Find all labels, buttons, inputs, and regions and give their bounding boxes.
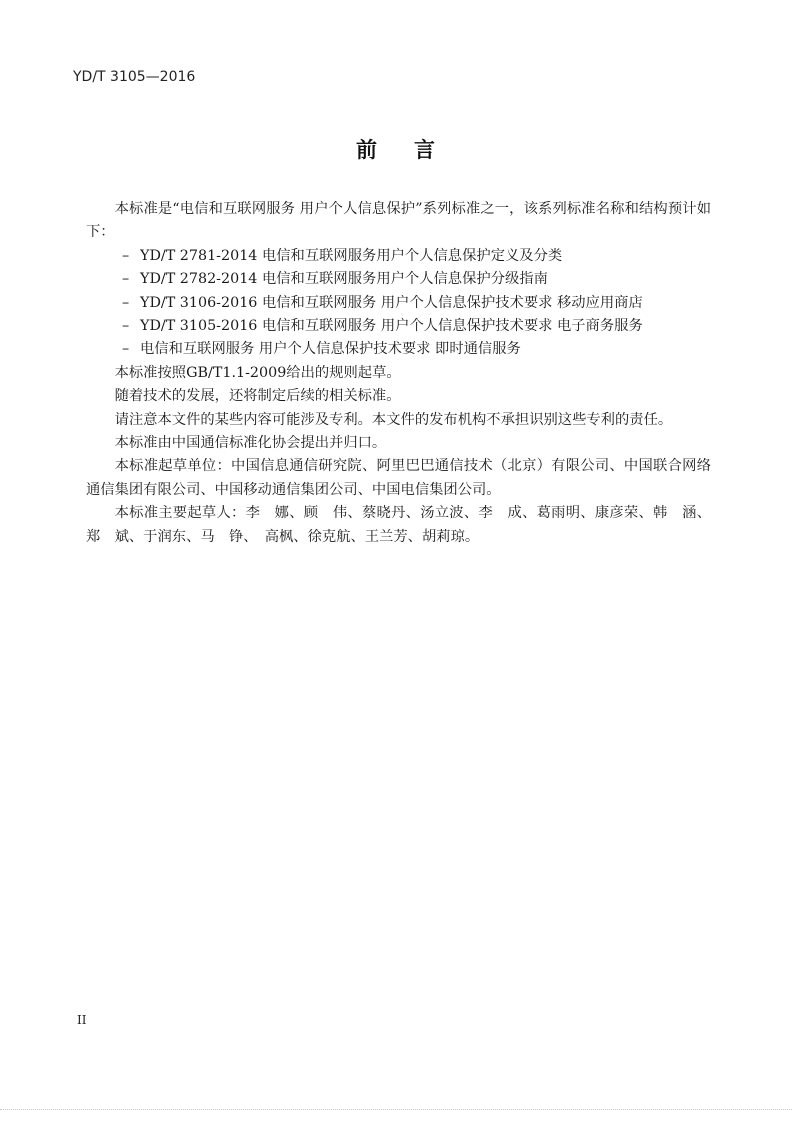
series-item-text: 电信和互联网服务 用户个人信息保护技术要求 即时通信服务	[140, 341, 521, 358]
drafting-units-paragraph: 本标准起草单位：中国信息通信研究院、阿里巴巴通信技术（北京）有限公司、中国联合网络通信集团有限公司、中国移动通信集团公司、中国电信集团公司。	[86, 458, 711, 498]
list-dash: –	[122, 294, 130, 311]
list-dash: –	[122, 247, 130, 264]
proposer-paragraph: 本标准由中国通信标准化协会提出并归口。	[114, 435, 387, 452]
document-body	[86, 198, 711, 549]
list-dash: –	[122, 318, 130, 335]
series-item-text: YD/T 3106-2016 电信和互联网服务 用户个人信息保护技术要求 移动应用商店	[140, 294, 643, 311]
series-item-text: YD/T 3105-2016 电信和互联网服务 用户个人信息保护技术要求 电子商务服务	[140, 318, 643, 335]
series-item	[86, 338, 711, 361]
patent-notice-paragraph: 请注意本文件的某些内容可能涉及专利。本文件的发布机构不承担识别这些专利的责任。	[114, 411, 673, 428]
scan-edge-line	[0, 1109, 792, 1110]
series-item	[86, 268, 711, 291]
series-item	[86, 292, 711, 315]
series-item-text: YD/T 2781-2014 电信和互联网服务用户个人信息保护定义及分类	[140, 247, 563, 264]
title-char-2: 言	[414, 138, 436, 162]
intro-paragraph: 本标准是“电信和互联网服务 用户个人信息保护”系列标准之一，该系列标准名称和结构预计如下：	[86, 201, 711, 241]
title-char-1: 前	[356, 138, 378, 162]
drafting-rules-paragraph: 本标准按照GB/T1.1-2009给出的规则起草。	[114, 364, 401, 381]
page-number: II	[77, 1013, 87, 1027]
standard-code: YD/T 3105—2016	[73, 69, 196, 85]
list-dash: –	[122, 271, 130, 288]
list-dash: –	[122, 341, 130, 358]
series-item	[86, 315, 711, 338]
page-title	[0, 134, 792, 164]
series-item	[86, 245, 711, 268]
series-item-text: YD/T 2782-2014 电信和互联网服务用户个人信息保护分级指南	[140, 271, 548, 288]
drafters-paragraph: 本标准主要起草人：李 娜、顾 伟、蔡晓丹、汤立波、李 成、葛雨明、康彦荣、韩 涵、郑 斌、于润东、马 铮、 高枫、徐克航、王兰芳、胡莉琼。	[86, 505, 711, 545]
future-standards-paragraph: 随着技术的发展，还将制定后续的相关标准。	[114, 388, 401, 405]
